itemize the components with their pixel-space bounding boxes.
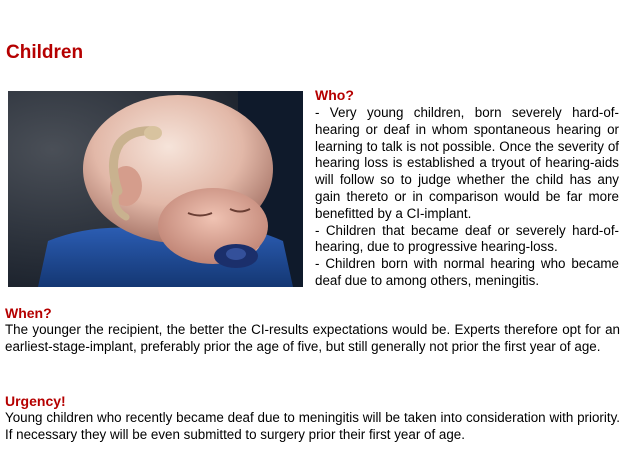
baby-photo	[8, 91, 303, 287]
when-section	[5, 305, 620, 355]
urgency-heading: Urgency!	[5, 393, 66, 409]
when-heading: When?	[5, 305, 52, 321]
who-paragraph-2: - Children that became deaf or severely hard-of-hearing, due to progressive hearing-loss.	[315, 222, 619, 255]
who-paragraph-3: - Children born with normal hearing who became deaf due to among others, meningitis.	[315, 256, 619, 288]
urgency-text: Young children who recently became deaf due to meningitis will be taken into consideration with priority. If necessary they will be even submitted to surgery prior their first year of age.	[5, 410, 620, 442]
baby-with-cochlear-implant-photo-icon	[8, 91, 303, 287]
who-section	[315, 86, 619, 290]
urgency-section	[5, 393, 620, 443]
when-text: The younger the recipient, the better the CI-results expectations would be. Experts therefore opt for an earliest-stage-implant, preferably prior the age of five, but still generally not prior the first year of age.	[5, 322, 620, 354]
who-heading: Who?	[315, 87, 354, 103]
page-title: Children	[6, 42, 84, 63]
who-paragraph-1: - Very young children, born severely hard-of-hearing or deaf in whom spontaneous hearing or learning to talk is not possible. Once the severity of hearing loss is established a tryout of hearing-aids will follow so to judge whether the child has any gain thereto or in comparison would be far more benefitted by a CI-implant.	[315, 105, 619, 221]
